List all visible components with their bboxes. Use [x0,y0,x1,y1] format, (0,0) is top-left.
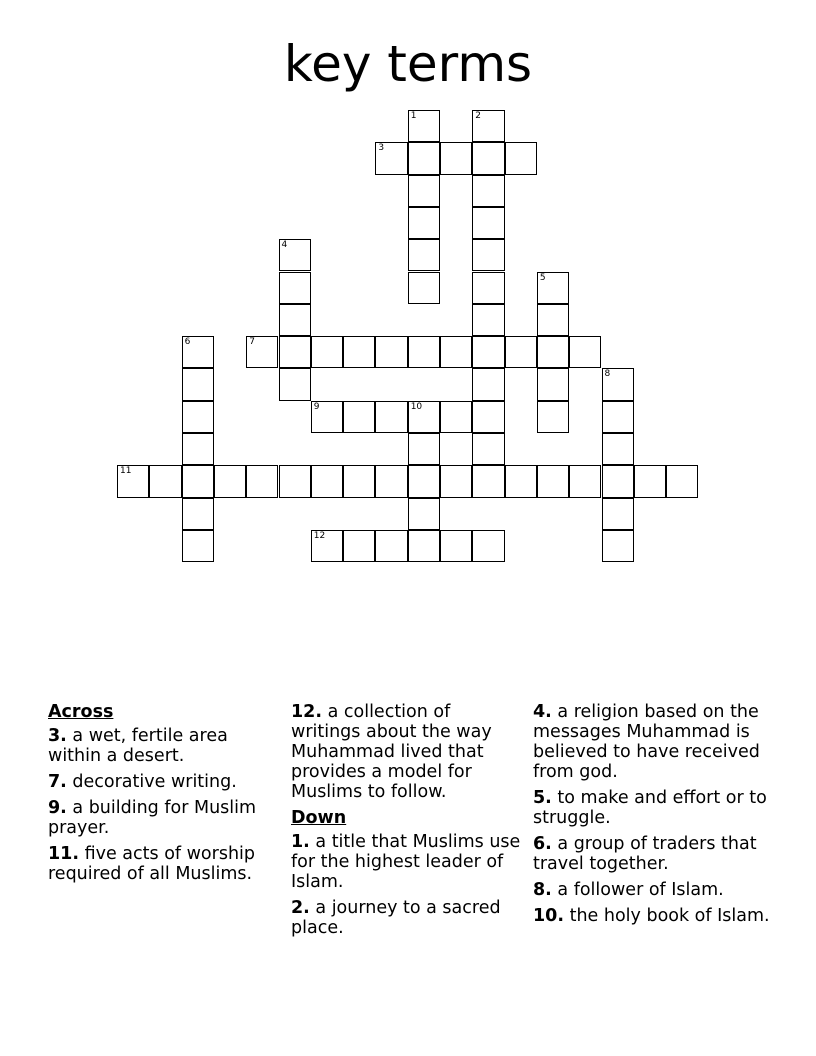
grid-cell[interactable] [279,272,311,304]
clue-down-2 [291,898,521,938]
clue-text: a religion based on the messages Muhammad is believed to have received from god. [533,702,760,782]
clue-text: five acts of worship required of all Muslims. [48,844,256,884]
clue-down-10 [533,906,773,926]
grid-cell[interactable] [440,530,472,562]
cell-number: 2 [475,111,482,121]
grid-cell[interactable] [279,465,311,497]
grid-cell[interactable] [505,465,537,497]
grid-cell[interactable] [440,336,472,368]
clue-text: a follower of Islam. [557,880,724,900]
grid-cell[interactable] [279,368,311,400]
grid-cell[interactable] [472,433,504,465]
grid-cell[interactable] [279,336,311,368]
grid-cell[interactable] [182,498,214,530]
down-heading: Down [291,808,347,828]
grid-cell[interactable] [472,336,504,368]
clue-number: 6. [533,834,552,854]
cell-number: 5 [539,272,546,283]
clue-down-5 [533,788,773,828]
grid-cell[interactable] [602,401,634,433]
cell-number: 1 [410,111,417,121]
grid-cell[interactable] [246,465,278,497]
clue-text: a group of traders that travel together. [533,834,757,874]
clue-text: a title that Muslims use for the highest leader of Islam. [291,832,521,892]
cell-number: 12 [313,530,326,541]
grid-cell[interactable] [472,401,504,433]
clue-across-3 [48,726,273,766]
clue-text: a building for Muslim prayer. [48,798,257,838]
grid-cell[interactable] [408,498,440,530]
grid-cell[interactable] [472,207,504,239]
grid-cell[interactable] [214,465,246,497]
grid-cell[interactable] [472,304,504,336]
grid-cell[interactable] [602,368,634,400]
grid-cell[interactable] [408,272,440,304]
grid-cell[interactable] [602,530,634,562]
grid-cell[interactable] [375,530,407,562]
grid-cell[interactable] [408,239,440,271]
clue-down-8 [533,880,773,900]
grid-cell[interactable] [408,207,440,239]
grid-cell[interactable] [182,401,214,433]
clue-number: 1. [291,832,310,852]
grid-cell[interactable] [182,368,214,400]
clue-down-6 [533,834,773,874]
clue-column-2 [291,702,521,944]
cell-number: 6 [184,337,191,348]
grid-cell[interactable] [537,465,569,497]
grid-cell[interactable] [440,401,472,433]
grid-cell[interactable] [602,465,634,497]
grid-cell[interactable] [537,401,569,433]
grid-cell[interactable] [634,465,666,497]
clue-text: the holy book of Islam. [569,906,770,926]
grid-cell[interactable] [408,530,440,562]
cell-number: 8 [604,369,611,380]
cell-number: 11 [120,466,132,477]
cell-number: 4 [281,240,288,251]
grid-cell[interactable] [505,336,537,368]
clue-number: 10. [533,906,565,926]
grid-cell[interactable] [117,465,149,497]
clue-number: 7. [48,772,67,792]
grid-cell[interactable] [375,465,407,497]
grid-cell[interactable] [279,239,311,271]
grid-cell[interactable] [408,465,440,497]
clue-column-1 [48,702,273,890]
grid-cell[interactable] [375,401,407,433]
grid-cell[interactable] [375,142,407,174]
clue-across-7 [48,772,273,792]
grid-cell[interactable] [182,465,214,497]
clue-down-1 [291,832,521,892]
grid-cell[interactable] [569,465,601,497]
grid-cell[interactable] [537,272,569,304]
grid-cell[interactable] [343,530,375,562]
grid-cell[interactable] [311,465,343,497]
grid-cell[interactable] [311,401,343,433]
grid-cell[interactable] [472,239,504,271]
grid-cell[interactable] [602,433,634,465]
clue-number: 5. [533,788,552,808]
page-title: key terms [283,35,533,93]
cell-number: 9 [313,401,320,412]
clue-number: 3. [48,726,67,746]
grid-cell[interactable] [472,110,504,142]
clue-down-4 [533,702,773,782]
grid-cell[interactable] [311,336,343,368]
grid-cell[interactable] [408,336,440,368]
across-heading: Across [48,702,114,722]
grid-cell[interactable] [569,336,601,368]
grid-cell[interactable] [472,368,504,400]
clue-text: a collection of writings about the way Muhammad lived that provides a model for Muslims to follow. [291,702,492,802]
grid-cell[interactable] [537,336,569,368]
clue-text: a wet, fertile area within a desert. [48,726,228,766]
grid-cell[interactable] [343,401,375,433]
cell-number: 7 [249,337,255,348]
clue-number: 4. [533,702,552,722]
grid-cell[interactable] [440,142,472,174]
grid-cell[interactable] [408,110,440,142]
grid-cell[interactable] [408,433,440,465]
grid-cell[interactable] [182,433,214,465]
grid-cell[interactable] [472,272,504,304]
grid-cell[interactable] [182,336,214,368]
grid-cell[interactable] [149,465,181,497]
cell-number: 3 [378,143,385,154]
grid-cell[interactable] [472,465,504,497]
grid-cell[interactable] [472,175,504,207]
clue-number: 9. [48,798,67,818]
grid-cell[interactable] [279,304,311,336]
clue-text: decorative writing. [72,772,237,792]
grid-cell[interactable] [666,465,698,497]
grid-cell[interactable] [602,498,634,530]
clue-text: a journey to a sacred place. [291,898,501,938]
grid-cell[interactable] [440,465,472,497]
clue-across-11 [48,844,273,884]
grid-cell[interactable] [505,142,537,174]
grid-cell[interactable] [408,142,440,174]
clue-text: to make and effort or to struggle. [533,788,767,828]
grid-cell[interactable] [537,368,569,400]
grid-cell[interactable] [537,304,569,336]
clue-number: 2. [291,898,310,918]
grid-cell[interactable] [246,336,278,368]
grid-cell[interactable] [408,175,440,207]
clue-number: 12. [291,702,323,722]
grid-cell[interactable] [182,530,214,562]
grid-cell[interactable] [375,336,407,368]
grid-cell[interactable] [472,530,504,562]
clue-across-12 [291,702,521,802]
grid-cell[interactable] [343,336,375,368]
clue-across-9 [48,798,273,838]
grid-cell[interactable] [343,465,375,497]
grid-cell[interactable] [472,142,504,174]
clue-number: 8. [533,880,552,900]
clue-number: 11. [48,844,80,864]
grid-cell[interactable] [408,401,440,433]
cell-number: 10 [410,401,423,412]
clue-column-3 [533,702,773,932]
grid-cell[interactable] [311,530,343,562]
